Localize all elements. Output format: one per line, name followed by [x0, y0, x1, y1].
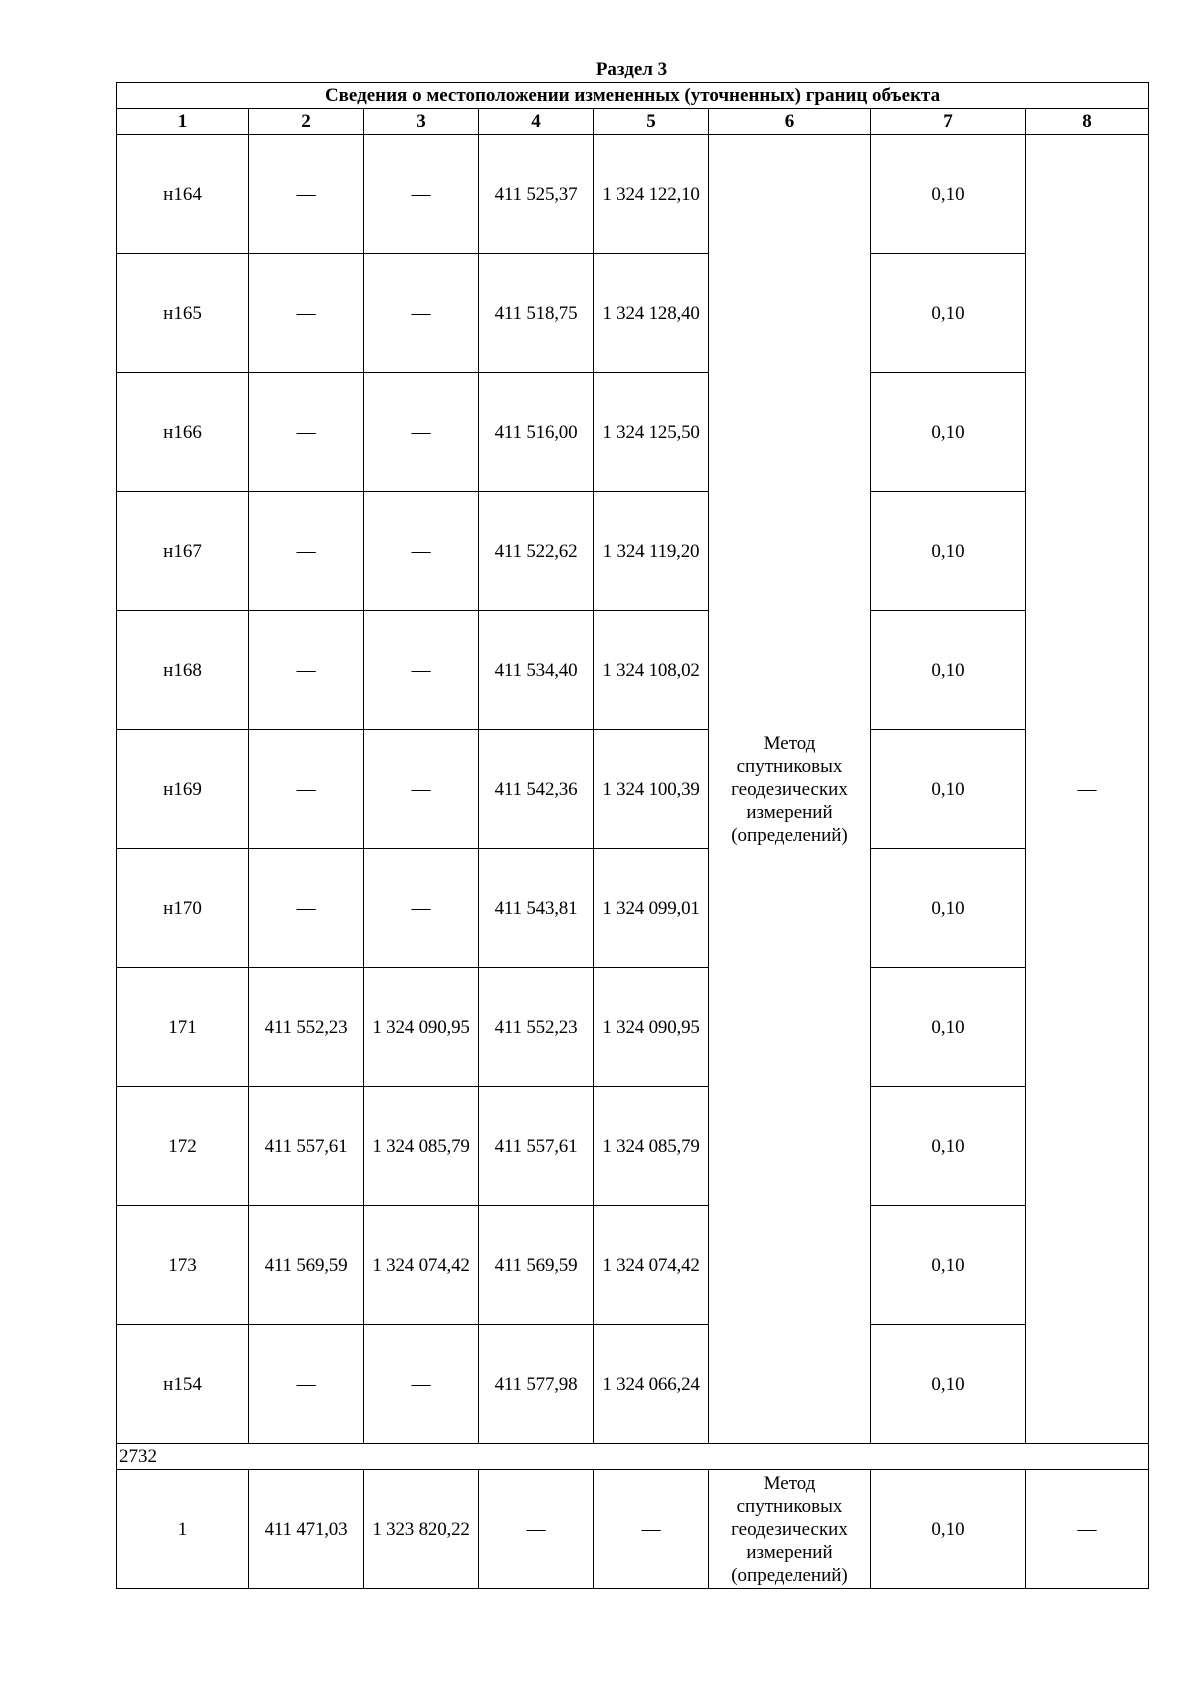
table-row — [117, 373, 1149, 492]
column-header: 8 — [1026, 109, 1149, 135]
old-y-cell: 1 323 820,22 — [364, 1470, 479, 1589]
old-y-cell: — — [364, 492, 479, 611]
description-cell: — — [1026, 1470, 1149, 1589]
method-line: Метод — [763, 1472, 816, 1494]
table-row — [117, 492, 1149, 611]
precision-cell: 0,10 — [871, 254, 1026, 373]
old-y-cell: — — [364, 611, 479, 730]
point-name: 171 — [117, 968, 249, 1087]
old-x-cell: — — [249, 611, 364, 730]
point-name: н154 — [117, 1325, 249, 1444]
method-line: геодезических — [731, 1518, 848, 1540]
new-x-cell: 411 569,59 — [479, 1206, 594, 1325]
table-row — [117, 135, 1149, 254]
precision-cell: 0,10 — [871, 492, 1026, 611]
point-name: 1 — [117, 1470, 249, 1589]
new-y-cell: 1 324 108,02 — [594, 611, 709, 730]
new-x-cell: 411 557,61 — [479, 1087, 594, 1206]
table-row — [117, 730, 1149, 849]
group-label: 2732 — [117, 1444, 1149, 1470]
table-row — [117, 611, 1149, 730]
column-header: 6 — [709, 109, 871, 135]
point-name: н170 — [117, 849, 249, 968]
group-row — [117, 1444, 1149, 1470]
new-y-cell: — — [594, 1470, 709, 1589]
new-x-cell: — — [479, 1470, 594, 1589]
new-y-cell: 1 324 074,42 — [594, 1206, 709, 1325]
precision-cell: 0,10 — [871, 611, 1026, 730]
point-name: н166 — [117, 373, 249, 492]
old-y-cell: 1 324 085,79 — [364, 1087, 479, 1206]
new-x-cell: 411 522,62 — [479, 492, 594, 611]
precision-cell: 0,10 — [871, 730, 1026, 849]
new-x-cell: 411 518,75 — [479, 254, 594, 373]
old-x-cell: 411 569,59 — [249, 1206, 364, 1325]
boundary-table — [116, 82, 1149, 1589]
old-x-cell: — — [249, 254, 364, 373]
method-cell — [709, 135, 871, 1444]
old-y-cell: — — [364, 730, 479, 849]
method-line: измерений — [746, 801, 833, 823]
precision-cell: 0,10 — [871, 968, 1026, 1087]
table-row — [117, 849, 1149, 968]
section-title: Раздел 3 — [595, 59, 668, 80]
precision-cell: 0,10 — [871, 1206, 1026, 1325]
method-line: спутниковых — [736, 755, 843, 777]
new-y-cell: 1 324 099,01 — [594, 849, 709, 968]
column-header: 5 — [594, 109, 709, 135]
old-y-cell: 1 324 090,95 — [364, 968, 479, 1087]
old-x-cell: 411 557,61 — [249, 1087, 364, 1206]
method-line: геодезических — [731, 778, 848, 800]
precision-cell: 0,10 — [871, 1325, 1026, 1444]
precision-cell: 0,10 — [871, 1087, 1026, 1206]
old-y-cell: 1 324 074,42 — [364, 1206, 479, 1325]
new-y-cell: 1 324 125,50 — [594, 373, 709, 492]
column-header: 1 — [117, 109, 249, 135]
table-row — [117, 1325, 1149, 1444]
old-x-cell: — — [249, 373, 364, 492]
table-row — [117, 1087, 1149, 1206]
method-line: спутниковых — [736, 1495, 843, 1517]
old-x-cell: — — [249, 135, 364, 254]
column-header: 7 — [871, 109, 1026, 135]
column-header: 2 — [249, 109, 364, 135]
new-x-cell: 411 534,40 — [479, 611, 594, 730]
new-y-cell: 1 324 100,39 — [594, 730, 709, 849]
point-name: н165 — [117, 254, 249, 373]
point-name: н169 — [117, 730, 249, 849]
precision-cell: 0,10 — [871, 849, 1026, 968]
new-x-cell: 411 542,36 — [479, 730, 594, 849]
new-y-cell: 1 324 085,79 — [594, 1087, 709, 1206]
new-x-cell: 411 552,23 — [479, 968, 594, 1087]
column-header: 3 — [364, 109, 479, 135]
table-row — [117, 1470, 1149, 1589]
old-x-cell: 411 552,23 — [249, 968, 364, 1087]
new-y-cell: 1 324 128,40 — [594, 254, 709, 373]
precision-cell: 0,10 — [871, 1470, 1026, 1589]
old-y-cell: — — [364, 849, 479, 968]
table-row — [117, 968, 1149, 1087]
point-name: 173 — [117, 1206, 249, 1325]
table-caption: Сведения о местоположении измененных (уточненных) границ объекта — [117, 83, 1149, 109]
method-line: измерений — [746, 1541, 833, 1563]
point-name: н167 — [117, 492, 249, 611]
old-x-cell: — — [249, 1325, 364, 1444]
old-y-cell: — — [364, 254, 479, 373]
description-cell: — — [1026, 135, 1149, 1444]
new-y-cell: 1 324 119,20 — [594, 492, 709, 611]
table-row — [117, 1206, 1149, 1325]
new-y-cell: 1 324 122,10 — [594, 135, 709, 254]
old-y-cell: — — [364, 373, 479, 492]
point-name: 172 — [117, 1087, 249, 1206]
method-line: (определений) — [731, 824, 848, 846]
method-line: (определений) — [731, 1564, 848, 1586]
precision-cell: 0,10 — [871, 135, 1026, 254]
new-x-cell: 411 525,37 — [479, 135, 594, 254]
old-x-cell: 411 471,03 — [249, 1470, 364, 1589]
point-name: н164 — [117, 135, 249, 254]
new-x-cell: 411 516,00 — [479, 373, 594, 492]
old-x-cell: — — [249, 849, 364, 968]
old-y-cell: — — [364, 1325, 479, 1444]
method-line: Метод — [763, 732, 816, 754]
new-x-cell: 411 543,81 — [479, 849, 594, 968]
precision-cell: 0,10 — [871, 373, 1026, 492]
old-y-cell: — — [364, 135, 479, 254]
old-x-cell: — — [249, 492, 364, 611]
old-x-cell: — — [249, 730, 364, 849]
column-header: 4 — [479, 109, 594, 135]
table-row — [117, 254, 1149, 373]
method-cell — [709, 1470, 871, 1589]
new-x-cell: 411 577,98 — [479, 1325, 594, 1444]
new-y-cell: 1 324 090,95 — [594, 968, 709, 1087]
point-name: н168 — [117, 611, 249, 730]
new-y-cell: 1 324 066,24 — [594, 1325, 709, 1444]
